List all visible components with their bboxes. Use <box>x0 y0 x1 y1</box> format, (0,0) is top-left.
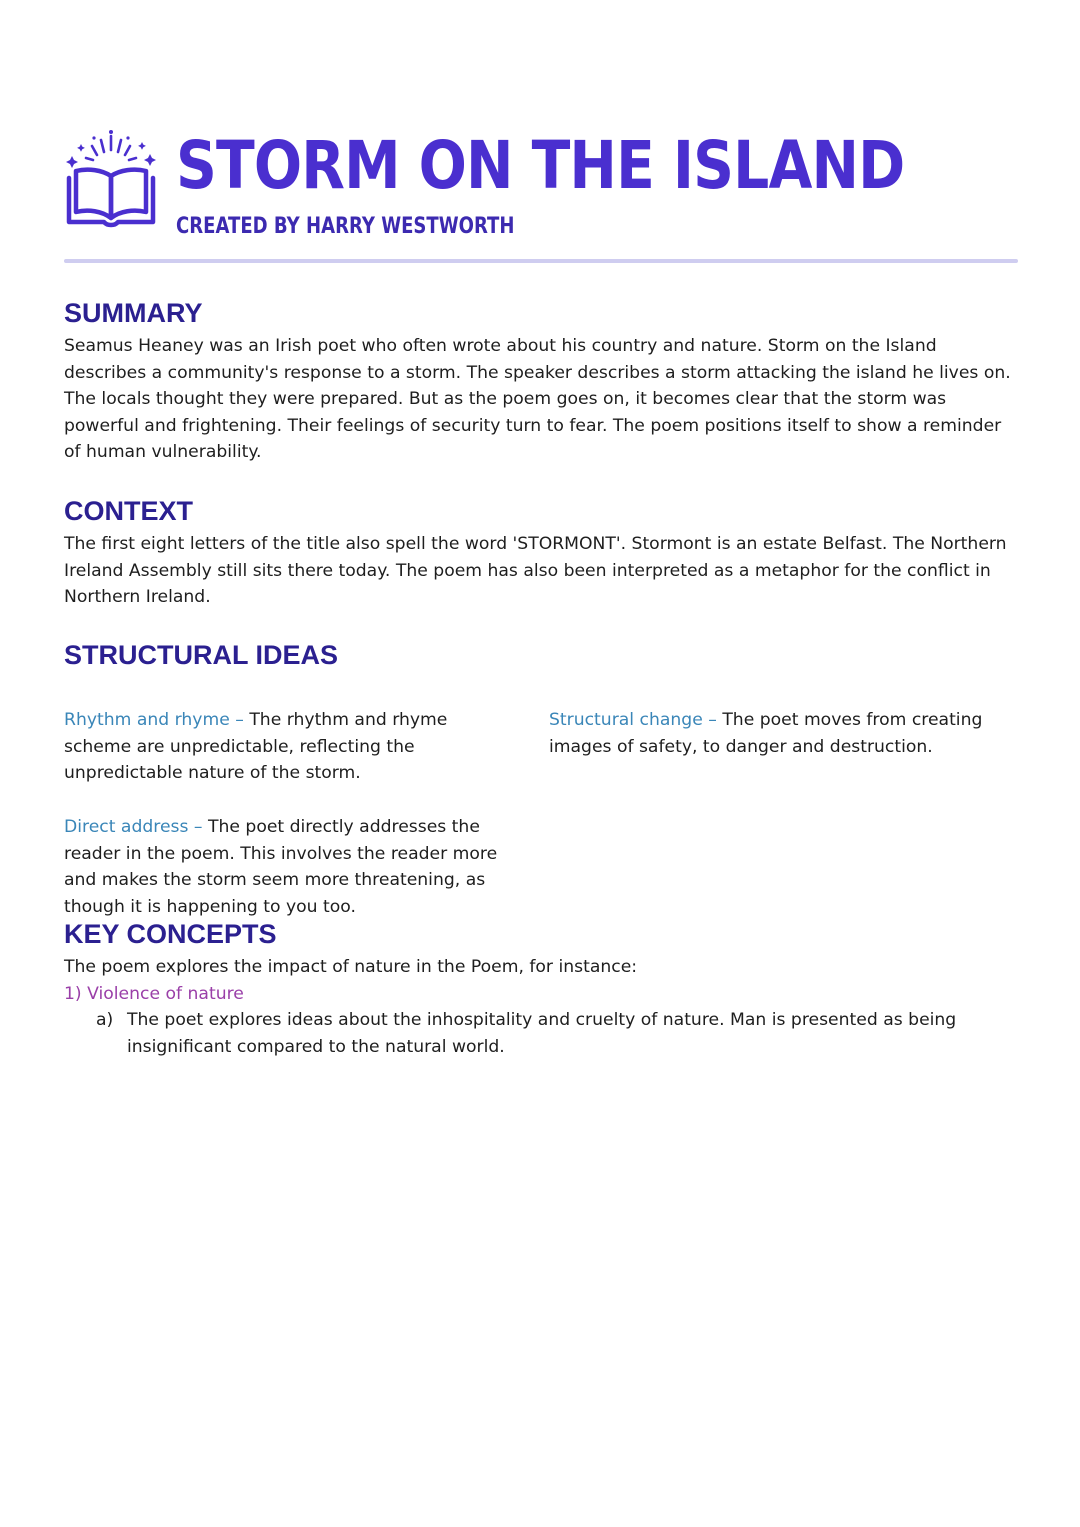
open-book-sparkle-icon <box>64 130 158 230</box>
summary-heading: SUMMARY <box>64 298 203 328</box>
structural-heading: STRUCTURAL IDEAS <box>64 640 339 670</box>
structural-idea-direct-address <box>64 814 519 920</box>
structural-idea-text: The poet moves from creating images of safety, to danger and destruction. <box>549 710 983 757</box>
document-header <box>64 126 1018 246</box>
context-text: The first eight letters of the title also spell the word 'STORMONT'. Stormont is an estate Belfast. The Northern Ireland Assembly still sits there today. The poem has also been interpreted as a metaphor for the conflict in Northern Ireland. <box>64 534 1007 607</box>
key-concepts-heading: KEY CONCEPTS <box>64 919 277 949</box>
sub-list-item <box>64 1007 1018 1060</box>
sub-list-marker: a) <box>96 1010 114 1030</box>
context-heading: CONTEXT <box>64 496 194 526</box>
key-concepts-section <box>64 918 1018 1060</box>
summary-text: Seamus Heaney was an Irish poet who often wrote about his country and nature. Storm on the Island describes a community's response to a storm. The speaker describes a storm attacking the island he lives on. The locals thought they were prepared. But as the poem goes on, it becomes clear that the storm was powerful and frightening. Their feelings of security turn to fear. The poem positions itself to show a reminder of human vulnerability. <box>64 336 1011 462</box>
structural-section <box>64 639 1018 931</box>
structural-idea-text: The rhythm and rhyme scheme are unpredictable, reflecting the unpredictable nature of the storm. <box>64 710 448 783</box>
header-divider <box>64 259 1018 263</box>
list-item: 1) Violence of nature <box>64 983 244 1004</box>
sub-list-text: The poet explores ideas about the inhospitality and cruelty of nature. Man is presented as being insignificant compared to the natural world. <box>127 1010 957 1057</box>
summary-section <box>64 297 1018 466</box>
structural-idea-term: Rhythm and rhyme – <box>64 710 250 730</box>
document-title: STORM ON THE ISLAND <box>176 127 905 204</box>
structural-idea-text: The poet directly addresses the reader in the poem. This involves the reader more and makes the storm seem more threatening, as though it is happening to you too. <box>64 817 498 917</box>
document-subtitle: CREATED BY HARRY WESTWORTH <box>176 214 515 239</box>
structural-ideas-grid <box>64 671 1018 931</box>
structural-idea-term: Direct address – <box>64 817 208 837</box>
structural-idea-change <box>549 707 1018 760</box>
context-section <box>64 495 1018 611</box>
structural-idea-rhythm <box>64 707 504 787</box>
structural-idea-term: Structural change – <box>549 710 723 730</box>
key-concepts-intro: The poem explores the impact of nature in the Poem, for instance: <box>64 957 638 977</box>
